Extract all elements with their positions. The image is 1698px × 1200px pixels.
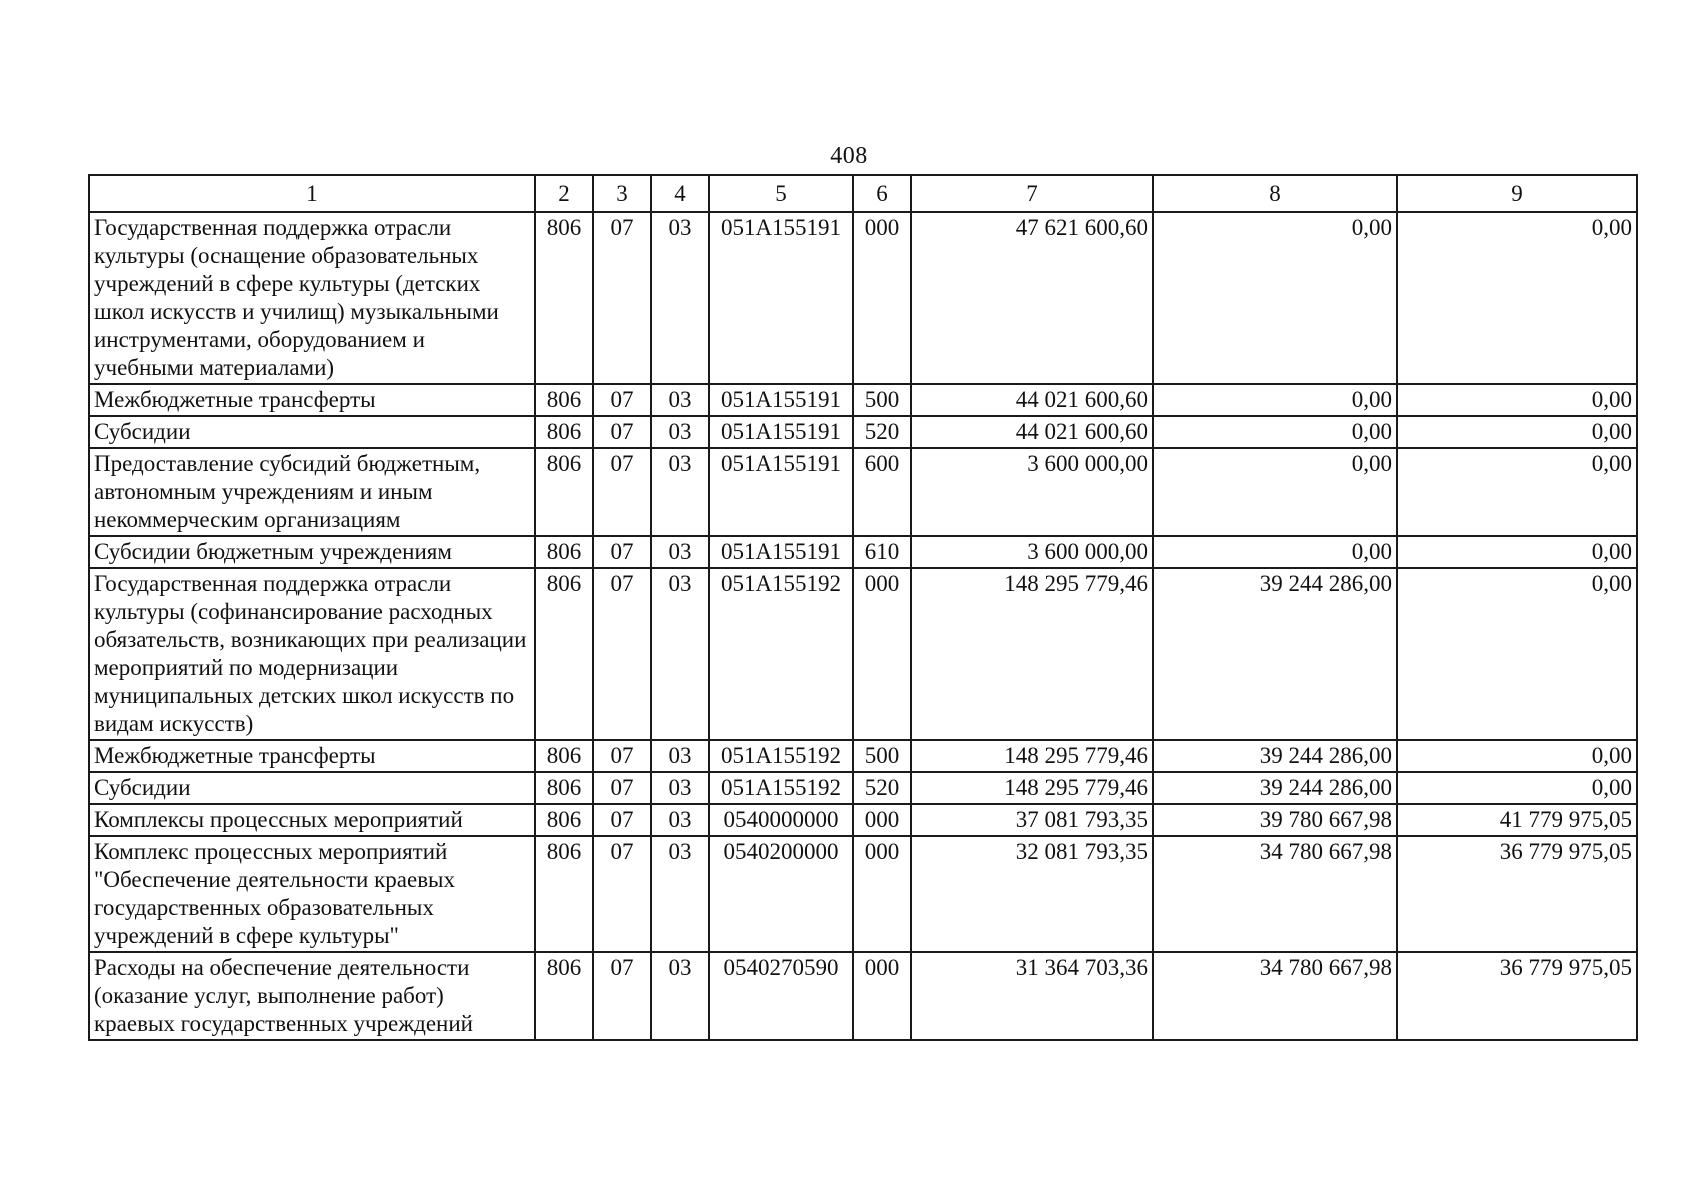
row-amount-8-cell: 0,00 (1153, 416, 1397, 448)
row-name-cell: Субсидии (89, 416, 535, 448)
row-code-6-cell: 520 (853, 772, 911, 804)
row-name-cell: Межбюджетные трансферты (89, 384, 535, 416)
table-row (89, 568, 1637, 740)
header-cell-9: 9 (1397, 175, 1637, 212)
row-code-4-cell: 03 (651, 568, 709, 740)
row-code-3-cell: 07 (593, 384, 651, 416)
row-code-6-cell: 000 (853, 212, 911, 384)
table-row (89, 212, 1637, 384)
row-amount-8-cell: 39 244 286,00 (1153, 568, 1397, 740)
row-code-5-cell: 051A155191 (709, 448, 853, 536)
row-amount-9-cell: 0,00 (1397, 772, 1637, 804)
row-code-6-cell: 600 (853, 448, 911, 536)
row-code-2-cell: 806 (535, 448, 593, 536)
row-code-5-cell: 051A155192 (709, 772, 853, 804)
header-cell-1: 1 (89, 175, 535, 212)
row-code-5-cell: 051A155191 (709, 536, 853, 568)
row-amount-9-cell: 0,00 (1397, 448, 1637, 536)
row-code-2-cell: 806 (535, 416, 593, 448)
row-amount-9-cell: 36 779 975,05 (1397, 836, 1637, 952)
row-code-3-cell: 07 (593, 212, 651, 384)
row-code-5-cell: 051A155191 (709, 416, 853, 448)
row-code-3-cell: 07 (593, 536, 651, 568)
row-code-2-cell: 806 (535, 740, 593, 772)
row-amount-7-cell: 148 295 779,46 (911, 772, 1153, 804)
row-amount-9-cell: 0,00 (1397, 568, 1637, 740)
row-code-5-cell: 0540270590 (709, 952, 853, 1040)
row-amount-9-cell: 0,00 (1397, 536, 1637, 568)
row-code-2-cell: 806 (535, 836, 593, 952)
row-amount-7-cell: 44 021 600,60 (911, 384, 1153, 416)
row-code-2-cell: 806 (535, 568, 593, 740)
row-code-5-cell: 051A155192 (709, 568, 853, 740)
row-name-cell: Субсидии (89, 772, 535, 804)
row-amount-7-cell: 31 364 703,36 (911, 952, 1153, 1040)
row-amount-9-cell: 0,00 (1397, 212, 1637, 384)
row-code-3-cell: 07 (593, 804, 651, 836)
row-amount-7-cell: 3 600 000,00 (911, 536, 1153, 568)
header-cell-8: 8 (1153, 175, 1397, 212)
row-code-6-cell: 500 (853, 384, 911, 416)
row-code-2-cell: 806 (535, 536, 593, 568)
budget-table (88, 174, 1638, 1041)
row-amount-9-cell: 41 779 975,05 (1397, 804, 1637, 836)
row-code-5-cell: 0540200000 (709, 836, 853, 952)
row-code-2-cell: 806 (535, 384, 593, 416)
page-number: 408 (830, 143, 868, 169)
row-amount-8-cell: 34 780 667,98 (1153, 952, 1397, 1040)
row-code-5-cell: 051A155191 (709, 212, 853, 384)
row-code-2-cell: 806 (535, 772, 593, 804)
row-code-2-cell: 806 (535, 212, 593, 384)
row-name-cell: Государственная поддержка отрасли культуры (оснащение образовательных учреждений в сфере культуры (детских школ искусств и училищ) музыкальными инструментами, оборудованием и учебными материалами) (89, 212, 535, 384)
table-row (89, 804, 1637, 836)
row-amount-7-cell: 37 081 793,35 (911, 804, 1153, 836)
row-amount-7-cell: 47 621 600,60 (911, 212, 1153, 384)
row-amount-7-cell: 148 295 779,46 (911, 568, 1153, 740)
row-amount-7-cell: 148 295 779,46 (911, 740, 1153, 772)
row-code-4-cell: 03 (651, 536, 709, 568)
row-code-3-cell: 07 (593, 836, 651, 952)
header-cell-7: 7 (911, 175, 1153, 212)
row-amount-8-cell: 39 244 286,00 (1153, 740, 1397, 772)
header-cell-6: 6 (853, 175, 911, 212)
row-code-4-cell: 03 (651, 416, 709, 448)
row-amount-8-cell: 39 780 667,98 (1153, 804, 1397, 836)
row-code-4-cell: 03 (651, 772, 709, 804)
row-code-2-cell: 806 (535, 804, 593, 836)
row-code-6-cell: 520 (853, 416, 911, 448)
row-code-4-cell: 03 (651, 836, 709, 952)
table-row (89, 836, 1637, 952)
row-code-3-cell: 07 (593, 448, 651, 536)
row-code-3-cell: 07 (593, 568, 651, 740)
table-row (89, 536, 1637, 568)
table-row (89, 740, 1637, 772)
row-code-3-cell: 07 (593, 772, 651, 804)
row-amount-8-cell: 0,00 (1153, 536, 1397, 568)
row-code-3-cell: 07 (593, 740, 651, 772)
row-amount-8-cell: 0,00 (1153, 448, 1397, 536)
row-code-5-cell: 051A155191 (709, 384, 853, 416)
row-code-4-cell: 03 (651, 740, 709, 772)
row-code-6-cell: 500 (853, 740, 911, 772)
row-name-cell: Государственная поддержка отрасли культуры (софинансирование расходных обязательств, возникающих при реализации мероприятий по модернизации муниципальных детских школ искусств по видам искусств) (89, 568, 535, 740)
row-code-5-cell: 0540000000 (709, 804, 853, 836)
row-code-4-cell: 03 (651, 384, 709, 416)
row-name-cell: Субсидии бюджетным учреждениям (89, 536, 535, 568)
row-amount-9-cell: 0,00 (1397, 740, 1637, 772)
header-cell-5: 5 (709, 175, 853, 212)
table-row (89, 772, 1637, 804)
row-code-6-cell: 000 (853, 568, 911, 740)
row-amount-8-cell: 39 244 286,00 (1153, 772, 1397, 804)
row-amount-7-cell: 32 081 793,35 (911, 836, 1153, 952)
row-code-5-cell: 051A155192 (709, 740, 853, 772)
row-code-2-cell: 806 (535, 952, 593, 1040)
row-name-cell: Расходы на обеспечение деятельности (оказание услуг, выполнение работ) краевых государственных учреждений (89, 952, 535, 1040)
row-amount-9-cell: 36 779 975,05 (1397, 952, 1637, 1040)
row-name-cell: Комплексы процессных мероприятий (89, 804, 535, 836)
table-row (89, 416, 1637, 448)
row-amount-7-cell: 3 600 000,00 (911, 448, 1153, 536)
row-code-6-cell: 000 (853, 804, 911, 836)
table-body (89, 175, 1637, 1040)
row-code-3-cell: 07 (593, 952, 651, 1040)
row-code-4-cell: 03 (651, 804, 709, 836)
row-name-cell: Предоставление субсидий бюджетным, автономным учреждениям и иным некоммерческим организациям (89, 448, 535, 536)
row-code-4-cell: 03 (651, 448, 709, 536)
header-cell-3: 3 (593, 175, 651, 212)
header-cell-2: 2 (535, 175, 593, 212)
row-code-6-cell: 610 (853, 536, 911, 568)
table-row (89, 384, 1637, 416)
row-amount-8-cell: 0,00 (1153, 212, 1397, 384)
row-code-6-cell: 000 (853, 836, 911, 952)
table-row (89, 448, 1637, 536)
row-code-6-cell: 000 (853, 952, 911, 1040)
row-name-cell: Комплекс процессных мероприятий "Обеспечение деятельности краевых государственных образовательных учреждений в сфере культуры" (89, 836, 535, 952)
row-amount-8-cell: 0,00 (1153, 384, 1397, 416)
row-amount-8-cell: 34 780 667,98 (1153, 836, 1397, 952)
row-code-4-cell: 03 (651, 952, 709, 1040)
row-amount-9-cell: 0,00 (1397, 384, 1637, 416)
table-row (89, 952, 1637, 1040)
header-cell-4: 4 (651, 175, 709, 212)
header-row (89, 175, 1637, 212)
row-code-4-cell: 03 (651, 212, 709, 384)
row-name-cell: Межбюджетные трансферты (89, 740, 535, 772)
row-code-3-cell: 07 (593, 416, 651, 448)
row-amount-7-cell: 44 021 600,60 (911, 416, 1153, 448)
row-amount-9-cell: 0,00 (1397, 416, 1637, 448)
